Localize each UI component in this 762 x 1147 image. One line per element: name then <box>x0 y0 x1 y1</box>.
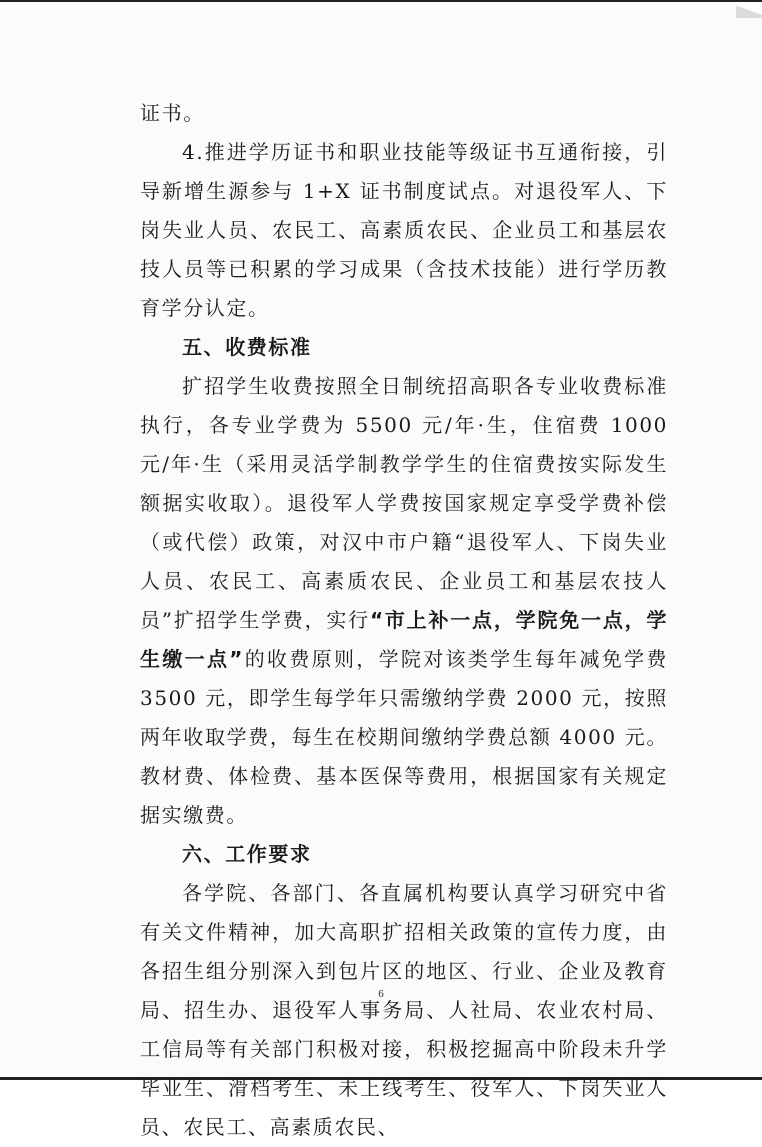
fee-text-part-1: 扩招学生收费按照全日制统招高职各专业收费标准执行，各专业学费为 5500 元/年·生，住宿费 1000 元/年·生（采用灵活学制教学学生的住宿费按实际发生额据实收取）。退役军人学费按国家规定享受学费补偿（或代偿）政策，对汉中市户籍“退役军人、下岗失业人员、农民工、高素质农民、企业员工和基层农技人员”扩招学生学费，实行 <box>140 374 668 632</box>
fee-text-part-2: 的收费原则，学院对该类学生每年减免学费 3500 元，即学生每学年只需缴纳学费 2000 元，按照两年收取学费，每生在校期间缴纳学费总额 4000 元。教材费、体检费、基本医保等费用，根据国家有关规定据实缴费。 <box>140 647 668 827</box>
paragraph-work-requirements: 各学院、各部门、各直属机构要认真学习研究中省有关文件精神，加大高职扩招相关政策的宣传力度，由各招生组分别深入到包片区的地区、行业、企业及教育局、招生办、退役军人事务局、人社局、农业农村局、工信局等有关部门积极对接，积极挖掘高中阶段未升学毕业生、滑档考生、未上线考生、役军人、下岗失业人员、农民工、高素质农民、 <box>140 881 668 1139</box>
section-heading-fees: 五、收费标准 <box>182 335 312 359</box>
paragraph-item-4: 4.推进学历证书和职业技能等级证书互通衔接，引导新增生源参与 1+X 证书制度试点。对退役军人、下岗失业人员、农民工、高素质农民、企业员工和基层农技人员等已积累的学习成果（含技术技能）进行学历教育学分认定。 <box>140 140 668 320</box>
page-number: 6 <box>378 988 384 1000</box>
page-corner-fold <box>736 2 762 18</box>
section-heading-requirements: 六、工作要求 <box>182 842 312 866</box>
fee-principle-bold: “市上补一点，学院免一点，学生缴一点” <box>140 608 669 671</box>
paragraph-fee-standard <box>140 367 668 835</box>
continued-paragraph: 证书。 <box>140 101 205 125</box>
